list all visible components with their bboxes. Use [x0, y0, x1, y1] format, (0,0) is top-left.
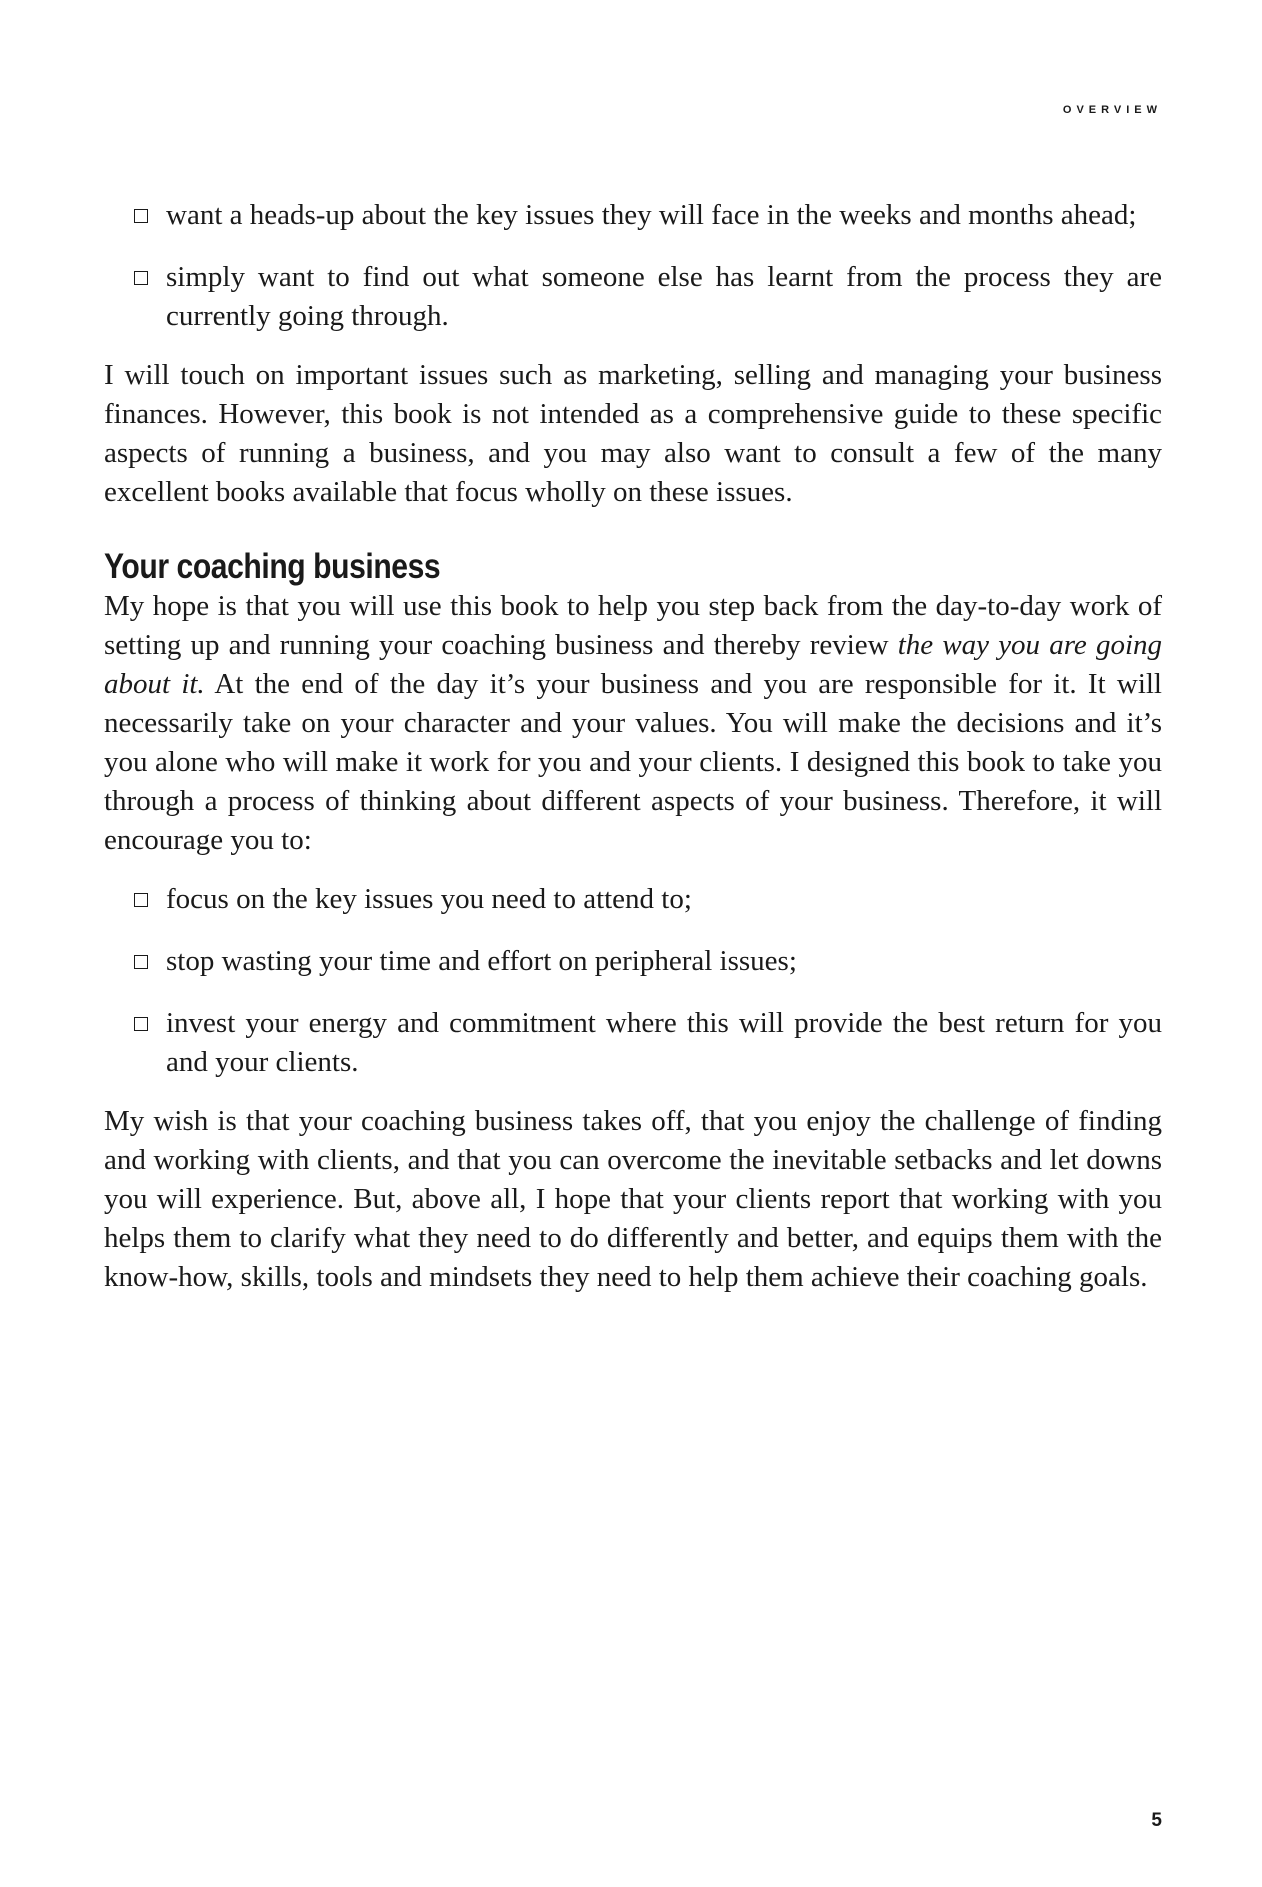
list-item-text: simply want to find out what someone else has learnt from the process they are currently going through.	[166, 261, 1162, 332]
list-item-text: stop wasting your time and effort on peripheral issues;	[166, 945, 797, 977]
running-head: overview	[1062, 100, 1162, 117]
list-item-text: invest your energy and commitment where this will provide the best return for you and your clients.	[166, 1007, 1162, 1078]
checkbox-bullet-icon	[134, 893, 148, 907]
page-number: 5	[1151, 1810, 1162, 1831]
list-item	[104, 942, 1162, 981]
checkbox-bullet-icon	[134, 209, 148, 223]
list-item-text: focus on the key issues you need to attend to;	[166, 883, 692, 915]
paragraph-text: My hope is that you will use this book to help you step back from the day-to-day work of setting up and running your coaching business and thereby review	[104, 590, 1162, 661]
paragraph-intro: I will touch on important issues such as marketing, selling and managing your business finances. However, this book is not intended as a comprehensive guide to these specific aspects of running a business, and you may also want to consult a few of the many excellent books available that focus wholly on these issues.	[104, 359, 1162, 508]
section-heading: Your coaching business	[104, 547, 441, 586]
list-item-text: want a heads-up about the key issues they will face in the weeks and months ahead;	[166, 199, 1137, 231]
list-item	[104, 880, 1162, 919]
list-item	[104, 1004, 1162, 1082]
page-body	[104, 196, 1162, 1297]
bullet-list-mid	[104, 880, 1162, 1082]
paragraph-closing: My wish is that your coaching business takes off, that you enjoy the challenge of finding and working with clients, and that you can overcome the inevitable setbacks and let downs you will experience. But, above all, I hope that your clients report that working with you helps them to clarify what they need to do differently and better, and equips them with the know-how, skills, tools and mindsets they need to help them achieve their coaching goals.	[104, 1105, 1162, 1293]
list-item	[104, 258, 1162, 336]
checkbox-bullet-icon	[134, 955, 148, 969]
bullet-list-top	[104, 196, 1162, 336]
list-item	[104, 196, 1162, 235]
checkbox-bullet-icon	[134, 1017, 148, 1031]
paragraph-emphasis: the way you are going about it.	[104, 629, 1162, 700]
checkbox-bullet-icon	[134, 271, 148, 285]
paragraph-coaching-business	[104, 587, 1162, 860]
paragraph-text: At the end of the day it’s your business and you are responsible for it. It will necessarily take on your character and your values. You will make the decisions and it’s you alone who will make it work for you and your clients. I designed this book to take you through a process of thinking about different aspects of your business. Therefore, it will encourage you to:	[104, 668, 1162, 856]
